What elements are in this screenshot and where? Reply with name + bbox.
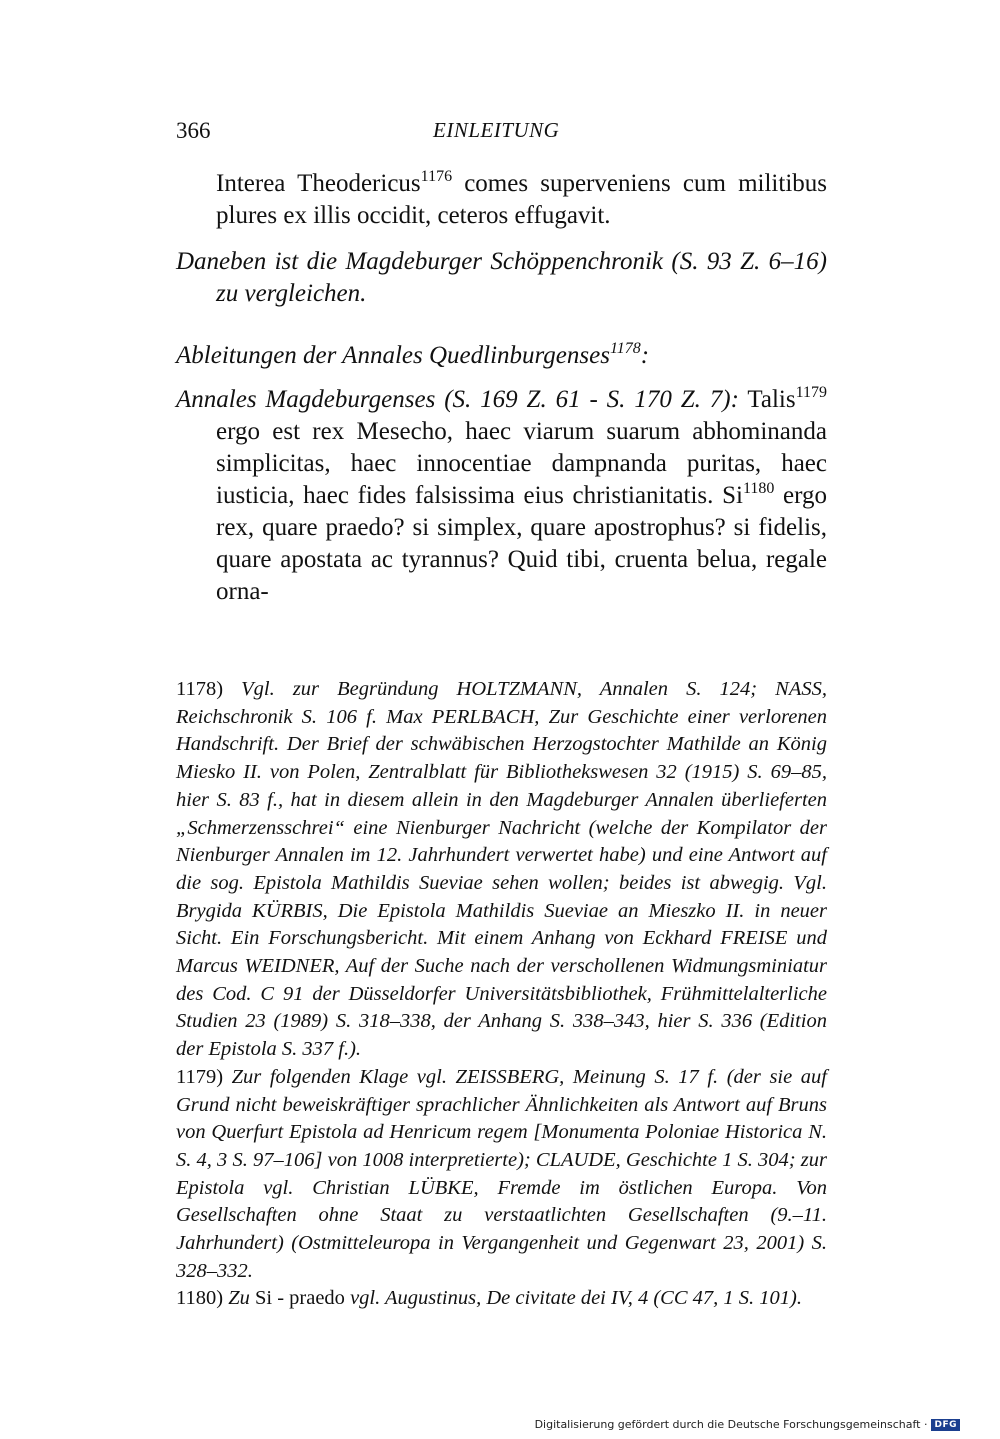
footnote-ref-1176: 1176 xyxy=(420,168,453,185)
annales-paragraph xyxy=(176,384,827,608)
footnote-ref-1178: 1178 xyxy=(609,340,641,357)
quote-text-b: comes superveniens cum militibus plures ex illis occidit, ceteros effugavit. xyxy=(216,170,827,229)
footnotes xyxy=(176,676,827,1313)
heading-tail: : xyxy=(640,342,650,369)
footnote-ref-1179: 1179 xyxy=(795,384,827,401)
footnote-text-b: Si - praedo xyxy=(254,1287,345,1310)
annales-text-b: ergo est rex Mesecho, haec viarum suarum abhominanda simplicitas, haec innocentiae dampnanda puritas, haec iusticia, haec fides falsissima eius christianitatis. Si xyxy=(216,418,827,509)
footer-credit: Digitalisierung gefördert durch die Deutsche Forschungsgemeinschaft · xyxy=(534,1418,928,1431)
page-number: 366 xyxy=(176,118,211,143)
footnote-number: 1180) xyxy=(176,1287,224,1310)
footnote-text: Vgl. zur Begründung HOLTZMANN, Annalen S. 124; NASS, Reichschronik S. 106 f. Max PERLBACH, Zur Geschichte einer verlorenen Handschrift. Der Brief der schwäbischen Herzogstochter Mathilde an König Miesko II. von Polen, Zentralblatt für Bibliothekswesen 32 (1915) S. 69–85, hier S. 83 f., hat in diesem allein in den Magdeburger Annalen überlieferten „Schmerzensschrei“ eine Nienburger Nachricht (welche der Kompilator der Nienburger Annalen im 12. Jahrhundert verwertet habe) und eine Antwort auf die sog. Epistola Mathildis Sueviae sehen wollen; beides ist abwegig. Vgl. Brygida KÜRBIS, Die Epistola Mathildis Sueviae an Mieszko II. in neuer Sicht. Ein Forschungsbericht. Mit einem Anhang von Eckhard FREISE und Marcus WEIDNER, Auf der Suche nach der verschollenen Widmungsminiatur des Cod. C 91 der Düsseldorfer Universitätsbibliothek, Frühmittelalterliche Studien 23 (1989) S. 318–338, der Anhang S. 338–343, hier S. 336 (Edition der Epistola S. 337 f.). xyxy=(176,678,828,1061)
footnote-text-a: Zu xyxy=(228,1287,255,1310)
footnote-1180 xyxy=(176,1285,827,1313)
running-head: EINLEITUNG xyxy=(433,118,560,142)
footnote-1179 xyxy=(176,1064,827,1286)
quote-block xyxy=(216,168,827,232)
source-citation: Annales Magdeburgenses (S. 169 Z. 61 - S. 170 Z. 7): xyxy=(176,386,739,413)
comparison-paragraph: Daneben ist die Magdeburger Schöppenchronik (S. 93 Z. 6–16) zu vergleichen. xyxy=(176,248,827,307)
digitization-footer xyxy=(535,1418,960,1431)
footnote-number: 1178) xyxy=(176,678,224,700)
footnote-1178 xyxy=(176,676,827,1064)
annales-text-c: ergo rex, quare praedo? si simplex, quare apostrophus? si fidelis, quare apostata ac tyrannus? Quid tibi, cruenta belua, regale orna- xyxy=(216,482,827,605)
footnote-text-c: vgl. Augustinus, De civitate dei IV, 4 (CC 47, 1 S. 101). xyxy=(344,1287,802,1310)
annales-text-a: Talis xyxy=(738,386,796,413)
main-text xyxy=(176,168,827,622)
footnote-text: Zur folgenden Klage vgl. ZEISSBERG, Meinung S. 17 f. (der sie auf Grund nicht beweiskräftiger sprachlicher Ähnlichkeiten als Antwort auf Bruns von Querfurt Epistola ad Henricum regem [Monumenta Poloniae Historica N. S. 4, 3 S. 97–106] von 1008 interpretierte); CLAUDE, Geschichte 1 S. 304; zur Epistola vgl. Christian LÜBKE, Fremde im östlichen Europa. Von Gesellschaften ohne Staat zu verstaatlichten Gesellschaften (9.–11. Jahrhundert) (Ostmitteleuropa in Vergangenheit und Gegenwart 23, 2001) S. 328–332. xyxy=(176,1065,827,1282)
section-heading xyxy=(176,340,827,372)
footnote-number: 1179) xyxy=(176,1065,224,1088)
quote-text-a: Interea Theodericus xyxy=(216,170,421,197)
footnote-ref-1180: 1180 xyxy=(742,480,775,497)
heading-text: Ableitungen der Annales Quedlinburgenses xyxy=(176,342,610,369)
dfg-logo: DFG xyxy=(931,1419,960,1431)
